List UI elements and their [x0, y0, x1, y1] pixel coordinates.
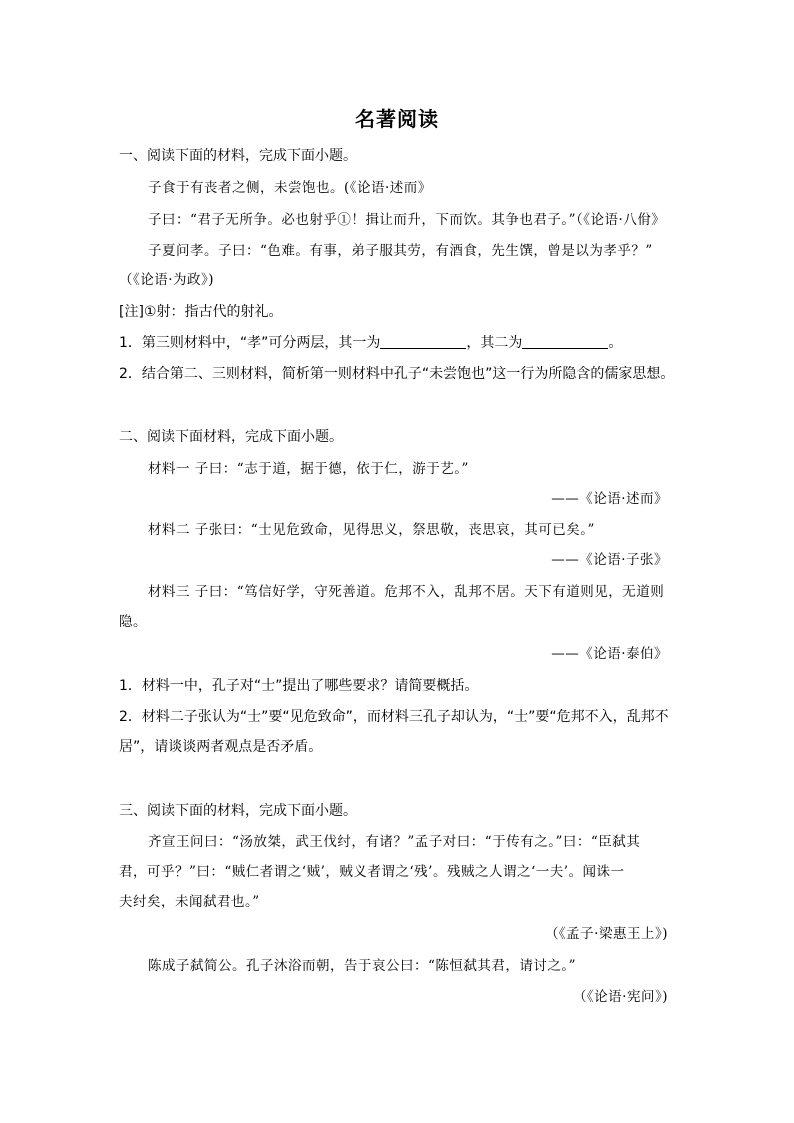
section-2-heading: 二、阅读下面材料，完成下面小题。: [119, 429, 343, 445]
section-1-heading: 一、阅读下面的材料，完成下面小题。: [119, 148, 357, 164]
s2-question-2-line-2: 居”，请谈谈两者观点是否矛盾。: [119, 739, 323, 755]
answer-blank-2[interactable]: [522, 334, 608, 349]
s1-passage-1: 子食于有丧者之侧，未尝饱也。(《论语·述而》: [148, 180, 432, 196]
s2-material-3-source: ——《论语·泰伯》: [551, 646, 668, 662]
s1-question-1: [119, 333, 622, 353]
s1-q1-text-a: 1．第三则材料中，“孝”可分两层，其一为: [119, 335, 381, 351]
s3-passage-1-line-3: 夫纣矣，未闻弑君也。”: [119, 894, 260, 910]
s2-material-2-source: ——《论语·子张》: [551, 552, 668, 568]
s1-q1-text-b: ，其二为: [466, 335, 523, 351]
s3-passage-2: 陈成子弑简公。孔子沐浴而朝，告于哀公曰：“陈恒弑其君，请讨之。”: [148, 958, 577, 974]
page-title: 名著阅读: [355, 107, 439, 131]
s3-passage-1-line-1: 齐宣王问曰：“汤放桀，武王伐纣，有诸？”孟子对曰：“于传有之。”曰：“臣弑其: [148, 834, 641, 850]
answer-blank-1[interactable]: [380, 334, 466, 349]
s1-passage-2: 子曰：“君子无所争。必也射乎①！揖让而升，下而饮。其争也君子。”（《论语·八佾》: [148, 212, 666, 228]
s2-material-2: 材料二 子张曰：“士见危致命，见得思义，祭思敬，丧思哀，其可已矣。”: [148, 522, 595, 538]
s3-passage-1-source: （《孟子·梁惠王上》): [544, 926, 668, 942]
s2-question-1: 1．材料一中，孔子对“士”提出了哪些要求？请简要概括。: [119, 678, 479, 694]
s2-material-3-line-1: 材料三 子曰：“笃信好学，守死善道。危邦不入，乱邦不居。天下有道则见，无道则: [148, 584, 665, 600]
s1-q1-text-c: 。: [608, 335, 623, 351]
s1-passage-3-line-2: （《论语·为政》): [119, 272, 215, 288]
section-3-heading: 三、阅读下面的材料，完成下面小题。: [119, 803, 357, 819]
s1-note: [注]①射：指古代的射礼。: [119, 304, 283, 320]
s3-passage-2-source: （《论语·宪问》): [572, 989, 668, 1005]
s2-question-2-line-1: 2．材料二子张认为“士”要“见危致命”，而材料三孔子却认为，“士”要“危邦不入，乱邦不: [119, 709, 669, 725]
s2-material-1: 材料一 子曰：“志于道，据于德，依于仁，游于艺。”: [148, 461, 469, 477]
s1-question-2: 2．结合第二、三则材料，简析第一则材料中孔子“未尝饱也”这一行为所隐含的儒家思想。: [119, 366, 675, 382]
s2-material-1-source: ——《论语·述而》: [551, 491, 668, 507]
s1-passage-3-line-1: 子夏问孝。子曰：“色难。有事，弟子服其劳，有酒食，先生馔，曾是以为孝乎？”: [148, 243, 653, 259]
s2-material-3-line-2: 隐。: [119, 614, 147, 630]
s3-passage-1-line-2: 君，可乎？”曰：“贼仁者谓之‘贼’，贼义者谓之‘残’。残贼之人谓之‘一夫’。闻诛一: [119, 864, 625, 880]
